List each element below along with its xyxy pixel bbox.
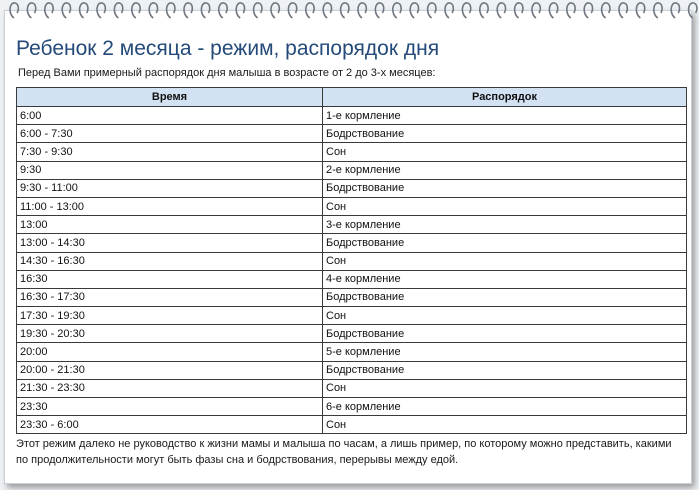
activity-cell: Сон [323, 416, 687, 434]
table-row [17, 379, 687, 397]
table-row [17, 216, 687, 234]
activity-cell: 6-е кормление [323, 398, 687, 416]
column-header-time: Время [17, 88, 323, 107]
table-row [17, 343, 687, 361]
page-title: Ребенок 2 месяца - режим, распорядок дня [16, 37, 440, 60]
time-cell: 20:00 [17, 343, 323, 361]
time-cell: 6:00 [17, 107, 323, 125]
activity-cell: Бодрствование [323, 361, 687, 379]
table-row [17, 398, 687, 416]
activity-cell: 3-е кормление [323, 216, 687, 234]
time-cell: 21:30 - 23:30 [17, 379, 323, 397]
activity-cell: Сон [323, 252, 687, 270]
schedule-table [16, 87, 687, 434]
time-cell: 9:30 - 11:00 [17, 179, 323, 197]
time-cell: 16:30 [17, 270, 323, 288]
time-cell: 14:30 - 16:30 [17, 252, 323, 270]
activity-cell: 2-е кормление [323, 161, 687, 179]
table-row [17, 288, 687, 306]
intro-text: Перед Вами примерный распорядок дня малыша в возрасте от 2 до 3-х месяцев: [18, 67, 436, 79]
table-row [17, 307, 687, 325]
table-row [17, 125, 687, 143]
activity-cell: Сон [323, 197, 687, 215]
time-cell: 6:00 - 7:30 [17, 125, 323, 143]
table-row [17, 143, 687, 161]
footnote-text: Этот режим далеко не руководство к жизни мамы и малыша по часам, а лишь пример, по которому можно представить, какими по продолжительности могут быть фазы сна и бодрствования, перерывы между едой. [16, 438, 672, 467]
time-cell: 20:00 - 21:30 [17, 361, 323, 379]
table-row [17, 252, 687, 270]
time-cell: 11:00 - 13:00 [17, 197, 323, 215]
table-row [17, 107, 687, 125]
time-cell: 7:30 - 9:30 [17, 143, 323, 161]
activity-cell: Бодрствование [323, 288, 687, 306]
activity-cell: 5-е кормление [323, 343, 687, 361]
activity-cell: Сон [323, 143, 687, 161]
time-cell: 23:30 - 6:00 [17, 416, 323, 434]
table-body [17, 107, 687, 434]
activity-cell: Бодрствование [323, 234, 687, 252]
activity-cell: 4-е кормление [323, 270, 687, 288]
activity-cell: Сон [323, 379, 687, 397]
article-content [16, 36, 686, 468]
time-cell: 13:00 [17, 216, 323, 234]
time-cell: 13:00 - 14:30 [17, 234, 323, 252]
table-header-row [17, 88, 687, 107]
activity-cell: Бодрствование [323, 179, 687, 197]
time-cell: 17:30 - 19:30 [17, 307, 323, 325]
time-cell: 19:30 - 20:30 [17, 325, 323, 343]
activity-cell: Бодрствование [323, 325, 687, 343]
table-row [17, 161, 687, 179]
time-cell: 23:30 [17, 398, 323, 416]
table-row [17, 416, 687, 434]
column-header-schedule: Распорядок [323, 88, 687, 107]
table-row [17, 234, 687, 252]
table-row [17, 197, 687, 215]
table-row [17, 361, 687, 379]
activity-cell: Бодрствование [323, 125, 687, 143]
table-row [17, 179, 687, 197]
activity-cell: 1-е кормление [323, 107, 687, 125]
table-row [17, 270, 687, 288]
table-row [17, 325, 687, 343]
time-cell: 9:30 [17, 161, 323, 179]
activity-cell: Сон [323, 307, 687, 325]
time-cell: 16:30 - 17:30 [17, 288, 323, 306]
